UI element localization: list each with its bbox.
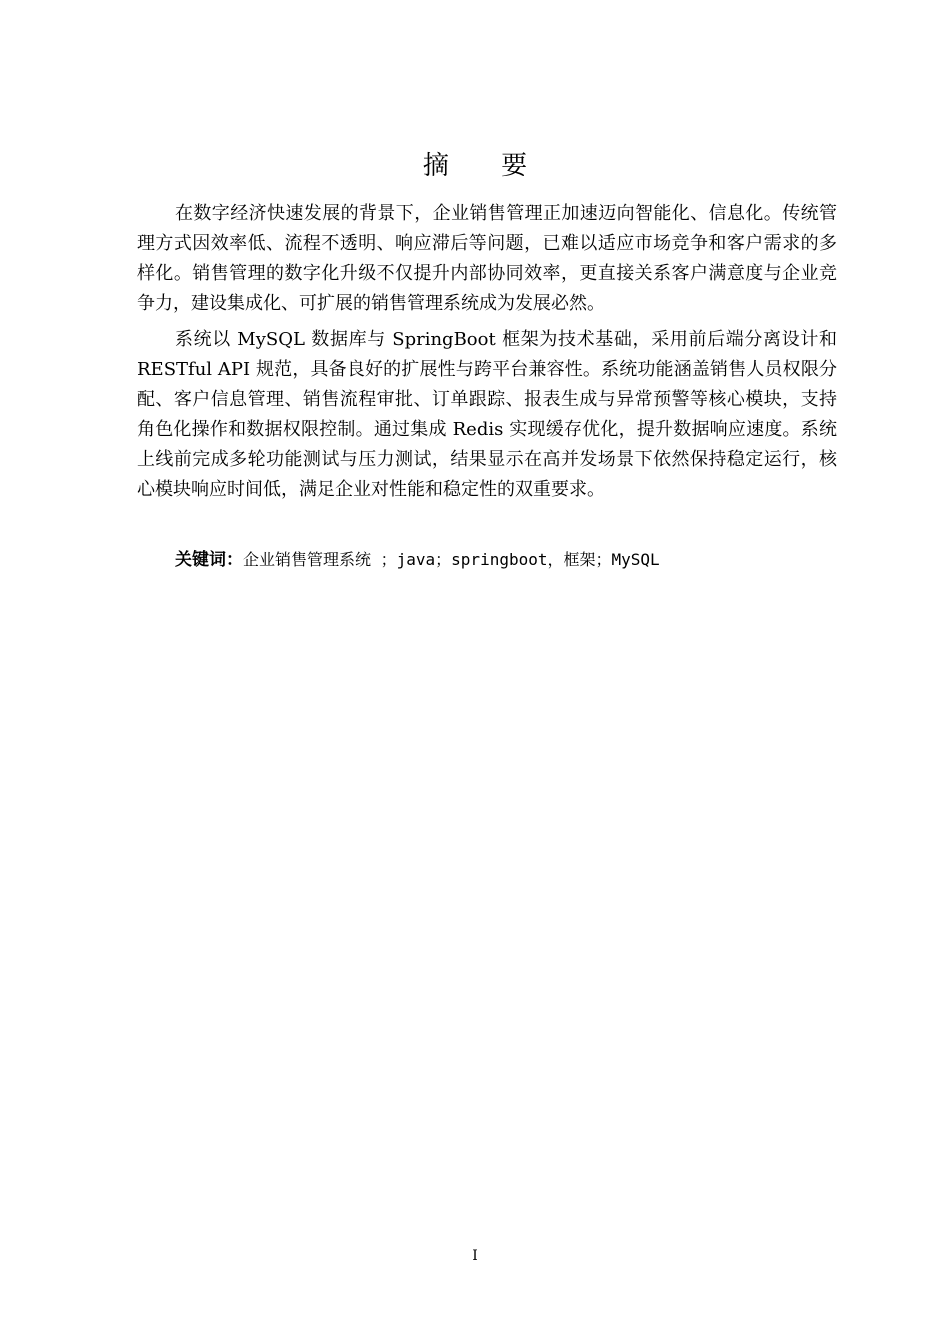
abstract-body (137, 199, 837, 511)
abstract-paragraph-1: 在数字经济快速发展的背景下，企业销售管理正加速迈向智能化、信息化。传统管理方式因效率低、流程不透明、响应滞后等问题，已难以适应市场竞争和客户需求的多样化。销售管理的数字化升级不仅提升内部协同效率，更直接关系客户满意度与企业竞争力，建设集成化、可扩展的销售管理系统成为发展必然。 (137, 203, 837, 314)
keywords-label: 关键词： (175, 550, 243, 570)
page-number: I (472, 1248, 478, 1264)
abstract-title: 摘 要 (422, 151, 550, 181)
keywords-line (175, 545, 855, 575)
abstract-paragraph-2: 系统以 MySQL 数据库与 SpringBoot 框架为技术基础，采用前后端分离设计和 RESTful API 规范，具备良好的扩展性与跨平台兼容性。系统功能涵盖销售人员权限分配、客户信息管理、销售流程审批、订单跟踪、报表生成与异常预警等核心模块，支持角色化操作和数据权限控制。通过集成 Redis 实现缓存优化，提升数据响应速度。系统上线前完成多轮功能测试与压力测试，结果显示在高并发场景下依然保持稳定运行，核心模块响应时间低，满足企业对性能和稳定性的双重要求。 (137, 329, 837, 500)
keywords-text: 企业销售管理系统 ；java；springboot，框架；MySQL (243, 550, 660, 569)
